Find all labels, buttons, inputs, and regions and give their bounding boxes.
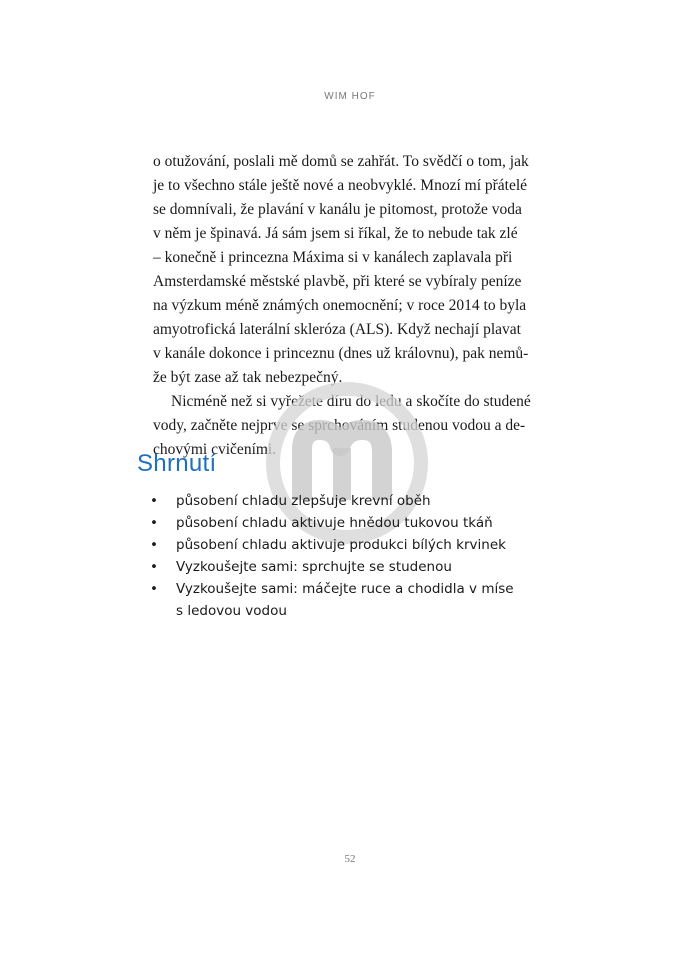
- list-item: [150, 556, 514, 578]
- body-paragraphs: [153, 150, 548, 462]
- list-item-text-continuation: s ledovou vodou: [176, 603, 287, 619]
- list-item: [150, 490, 514, 512]
- body-line: v něm je špinavá. Já sám jsem si říkal, že to nebude tak zlé: [153, 225, 518, 242]
- body-line: Amsterdamské městské plavbě, při které se vybíraly peníze: [153, 273, 522, 290]
- list-item-text: působení chladu aktivuje hnědou tukovou tkáň: [176, 515, 493, 531]
- list-item: [150, 534, 514, 556]
- body-line: na výzkum méně známých onemocnění; v roce 2014 to byla: [153, 297, 527, 314]
- body-line: že být zase až tak nebezpečný.: [153, 369, 343, 386]
- running-head: WIM HOF: [324, 91, 376, 102]
- list-item-text: Vyzkoušejte sami: máčejte ruce a chodidla v míse: [176, 581, 514, 597]
- page-number: 52: [344, 853, 356, 865]
- bullet-icon: •: [150, 537, 158, 553]
- bullet-icon: •: [150, 515, 158, 531]
- list-item-text: působení chladu zlepšuje krevní oběh: [176, 493, 431, 509]
- bullet-icon: •: [150, 493, 158, 509]
- list-item: [150, 578, 514, 622]
- summary-heading: Shrnutí: [137, 450, 217, 477]
- bullet-icon: •: [150, 559, 158, 575]
- body-line: – konečně i princezna Máxima si v kanálech zaplavala při: [153, 249, 513, 266]
- summary-list: [150, 490, 514, 622]
- body-line: chovými cvičeními.: [153, 441, 277, 458]
- body-line: v kanále dokonce i princeznu (dnes už královnu), pak nemů-: [153, 345, 529, 362]
- list-item-text: působení chladu aktivuje produkci bílých krvinek: [176, 537, 506, 553]
- body-line: se domnívali, že plavání v kanálu je pitomost, protože voda: [153, 201, 522, 218]
- list-item: [150, 512, 514, 534]
- body-line: o otužování, poslali mě domů se zahřát. To svědčí o tom, jak: [153, 153, 529, 170]
- list-item-text: Vyzkoušejte sami: sprchujte se studenou: [176, 559, 452, 575]
- bullet-icon: •: [150, 581, 158, 597]
- body-line: je to všechno stále ještě nové a neobvyklé. Mnozí mí přátelé: [153, 177, 528, 194]
- body-line: vody, začněte nejprve se sprchováním studenou vodou a de-: [153, 417, 526, 434]
- body-line: amyotrofická laterální skleróza (ALS). Když nechají plavat: [153, 321, 521, 338]
- body-line: Nicméně než si vyřežete díru do ledu a skočíte do studené: [171, 393, 531, 410]
